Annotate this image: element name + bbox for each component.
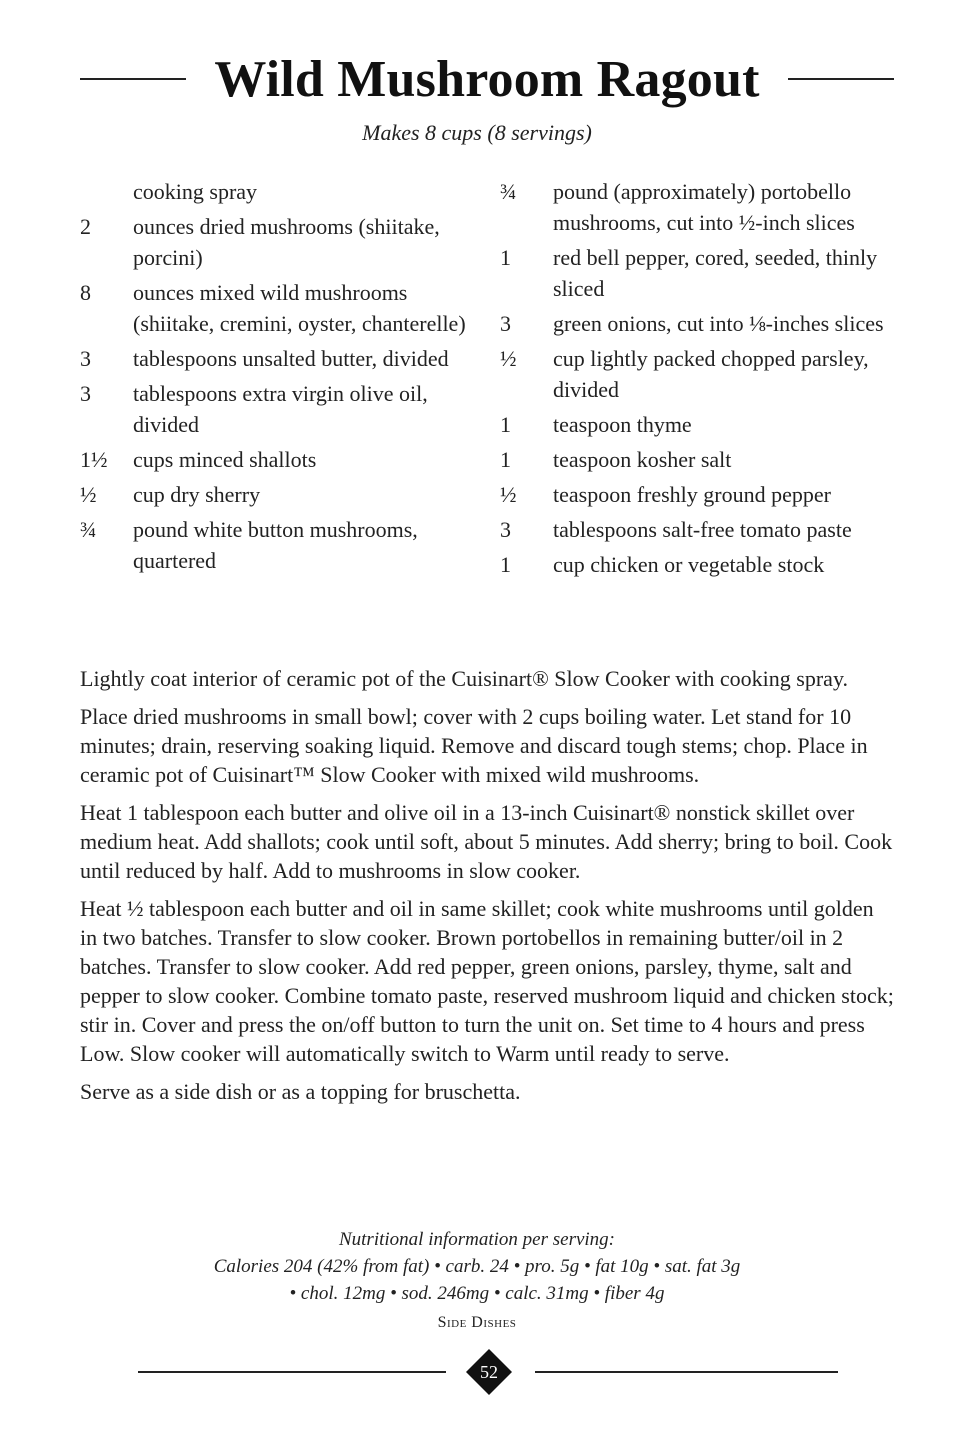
ingredient-item — [500, 343, 900, 405]
ingredient-item — [80, 277, 470, 339]
ingredient-quantity: 1 — [500, 412, 511, 437]
ingredient-description: ounces dried mushrooms (shiitake, porcini) — [133, 214, 440, 270]
ingredient-quantity: 3 — [500, 517, 511, 542]
ingredient-item — [80, 343, 470, 374]
ingredients-left-column — [80, 176, 470, 580]
ingredient-item — [80, 444, 470, 475]
instruction-paragraph: Heat ½ tablespoon each butter and oil in same skillet; cook white mushrooms until golden in two batches. Transfer to slow cooker. Brown portobellos in remaining butter/oil in 2 batches. Transfer to slow cooker. Add red pepper, green onions, parsley, thyme, salt and pepper to slow cooker. Combine tomato paste, reserved mushroom liquid and chicken stock; stir in. Cover and press the on/off button to turn the unit on. Set time to 4 hours and press Low. Slow cooker will automatically switch to Warm until ready to serve. — [80, 896, 894, 1066]
ingredient-quantity: 1 — [500, 245, 511, 270]
instruction-paragraph: Serve as a side dish or as a topping for bruschetta. — [80, 1079, 521, 1104]
ingredient-quantity: 1 — [500, 447, 511, 472]
instructions — [80, 664, 894, 1115]
ingredients-right-column — [500, 176, 900, 584]
ingredient-item — [500, 549, 900, 580]
ingredient-description: ounces mixed wild mushrooms (shiitake, cremini, oyster, chanterelle) — [133, 280, 466, 336]
title-rule-left — [80, 78, 186, 80]
ingredient-description: pound (approximately) portobello mushrooms, cut into ½-inch slices — [553, 179, 855, 235]
ingredient-item — [500, 514, 900, 545]
footer-rule-left — [138, 1371, 446, 1373]
ingredient-quantity: ½ — [500, 346, 517, 371]
ingredient-description: cup dry sherry — [133, 482, 261, 507]
ingredient-quantity: 3 — [500, 311, 511, 336]
ingredient-description: red bell pepper, cored, seeded, thinly sliced — [553, 245, 878, 301]
title-rule-right — [788, 78, 894, 80]
instruction-paragraph: Heat 1 tablespoon each butter and olive oil in a 13-inch Cuisinart® nonstick skillet over medium heat. Add shallots; cook until soft, about 5 minutes. Add sherry; bring to boil. Cook until reduced by half. Add to mushrooms in slow cooker. — [80, 800, 893, 883]
ingredient-description: cups minced shallots — [133, 447, 317, 472]
ingredient-quantity: ¾ — [500, 179, 517, 204]
ingredient-description: pound white button mushrooms, quartered — [133, 517, 418, 573]
ingredient-item — [500, 479, 900, 510]
nutrition-heading: Nutritional information per serving: — [338, 1229, 616, 1250]
ingredient-description: tablespoons unsalted butter, divided — [133, 346, 449, 371]
ingredient-item — [80, 176, 470, 207]
ingredient-quantity: 2 — [80, 214, 91, 239]
ingredient-item — [500, 409, 900, 440]
page-number: 52 — [480, 1361, 498, 1382]
ingredient-item — [500, 176, 900, 238]
ingredient-quantity: 3 — [80, 346, 91, 371]
instruction-paragraph: Lightly coat interior of ceramic pot of the Cuisinart® Slow Cooker with cooking spray. — [80, 666, 849, 691]
ingredient-quantity: ¾ — [80, 517, 97, 542]
ingredient-item — [80, 211, 470, 273]
ingredient-item — [80, 378, 470, 440]
ingredient-quantity: ½ — [500, 482, 517, 507]
instruction-paragraph: Place dried mushrooms in small bowl; cover with 2 cups boiling water. Let stand for 10 minutes; drain, reserving soaking liquid. Remove and discard tough stems; chop. Place in ceramic pot of Cuisinart™ Slow Cooker with mixed wild mushrooms. — [80, 704, 868, 787]
ingredient-description: cup chicken or vegetable stock — [553, 552, 825, 577]
ingredient-description: teaspoon thyme — [553, 412, 692, 437]
ingredient-quantity: 1 — [500, 552, 511, 577]
page-number-badge — [466, 1349, 512, 1395]
ingredient-quantity: 3 — [80, 381, 91, 406]
recipe-yield: Makes 8 cups (8 servings) — [362, 120, 592, 145]
footer-rule-right — [535, 1371, 838, 1373]
ingredient-item — [500, 444, 900, 475]
ingredient-description: tablespoons extra virgin olive oil, divided — [133, 381, 428, 437]
nutrition-line: • chol. 12mg • sod. 246mg • calc. 31mg • fiber 4g — [289, 1283, 665, 1304]
ingredient-quantity: 8 — [80, 280, 91, 305]
ingredient-quantity: 1½ — [80, 447, 108, 472]
ingredient-item — [80, 514, 470, 576]
title-row — [80, 48, 894, 110]
ingredient-item — [80, 479, 470, 510]
nutrition-line: Calories 204 (42% from fat) • carb. 24 • pro. 5g • fat 10g • sat. fat 3g — [213, 1256, 741, 1277]
ingredient-description: teaspoon kosher salt — [553, 447, 732, 472]
ingredient-description: cooking spray — [133, 179, 258, 204]
page-title: Wild Mushroom Ragout — [214, 50, 760, 108]
ingredient-quantity: ½ — [80, 482, 97, 507]
ingredient-description: teaspoon freshly ground pepper — [553, 482, 831, 507]
ingredient-description: green onions, cut into ⅛-inches slices — [553, 311, 884, 336]
ingredient-item — [500, 242, 900, 304]
nutrition-info — [0, 1226, 954, 1307]
section-label: Side Dishes — [437, 1314, 517, 1331]
ingredient-description: tablespoons salt-free tomato paste — [553, 517, 852, 542]
ingredient-description: cup lightly packed chopped parsley, divided — [553, 346, 869, 402]
ingredient-item — [500, 308, 900, 339]
ingredient-quantity — [80, 176, 133, 207]
